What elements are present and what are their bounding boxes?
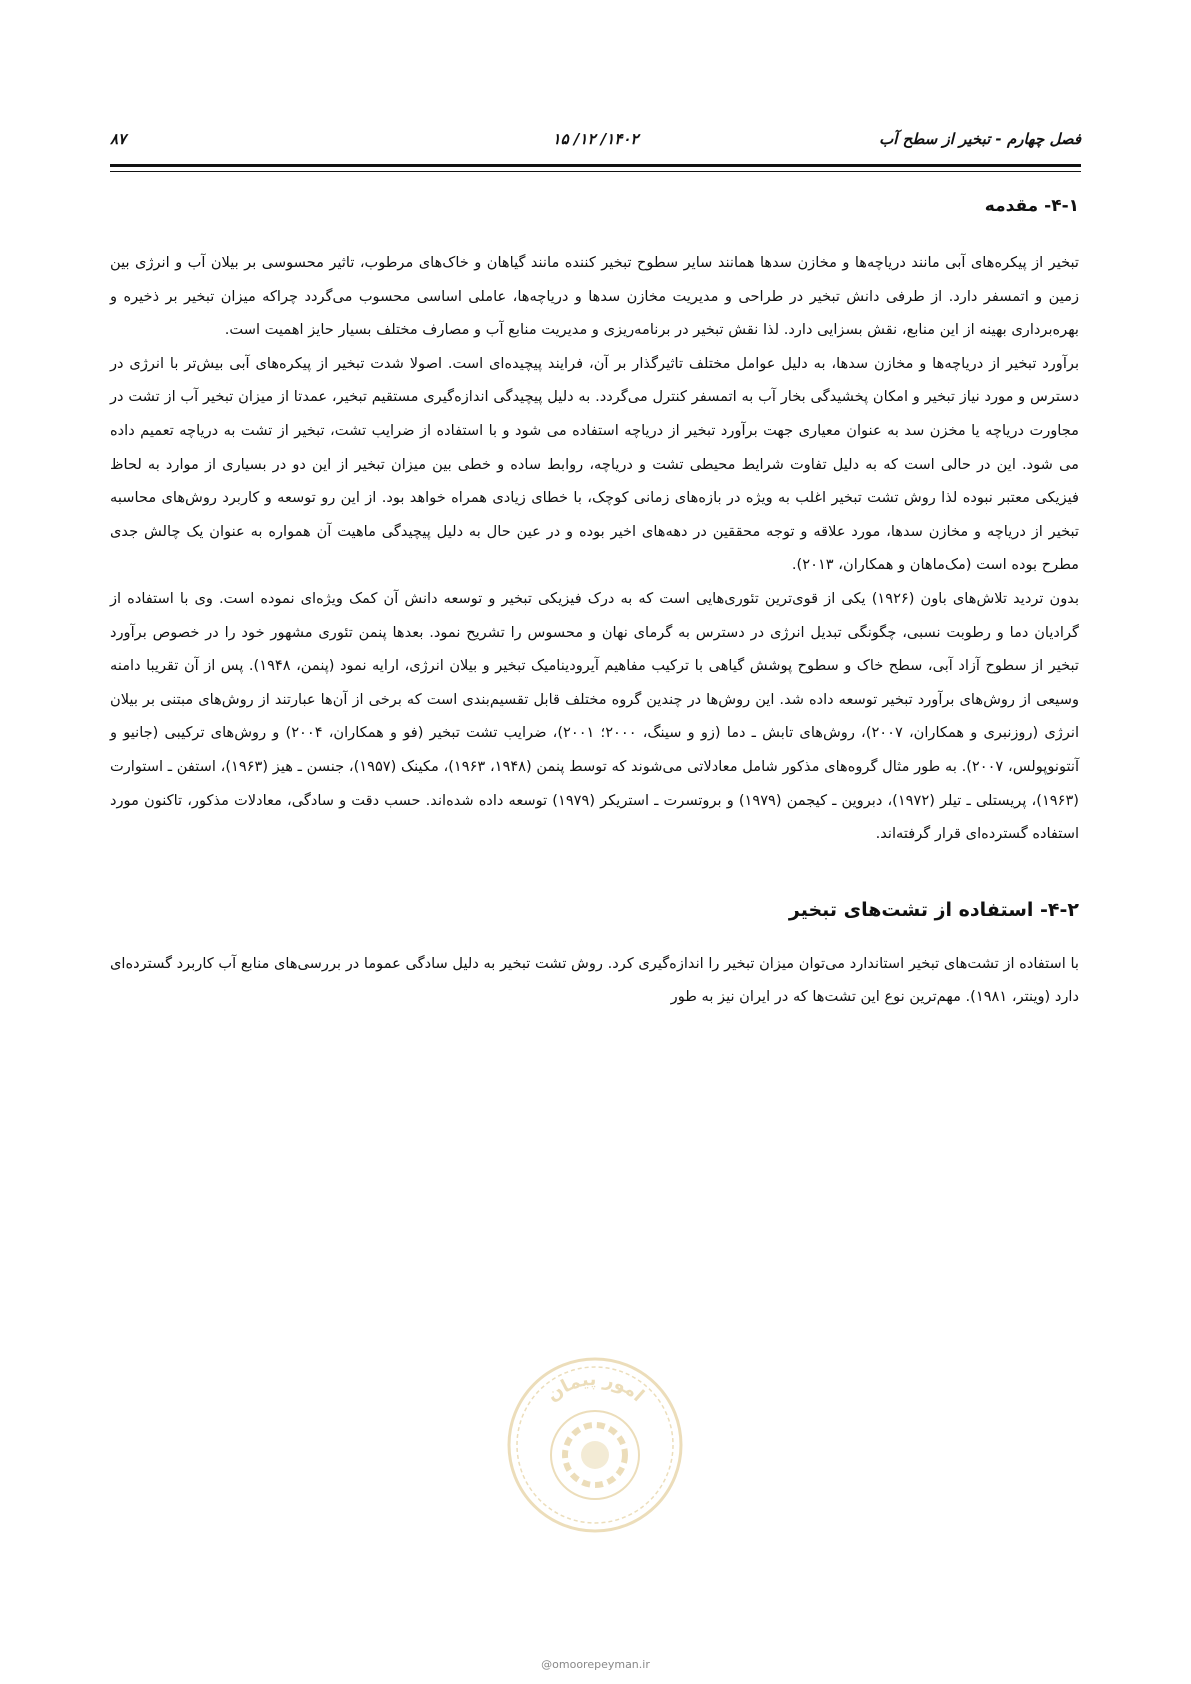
header-date: ۱۴۰۲/ ۱۲/ ۱۵	[552, 130, 639, 148]
seal-text: امور پیمان	[542, 1368, 648, 1407]
paragraph: برآورد تبخیر از دریاچه‌ها و مخازن سدها، به دلیل عوامل مختلف تاثیرگذار بر آن، فرایند پیچیده‌ای است. اصولا شدت تبخیر از پیکره‌های آبی بیش‌تر با انرژی در دسترس و مورد نیاز تبخیر و امکان پخشیدگی بخار آب به اتمسفر کنترل می‌گردد. به دلیل پیچیدگی اندازه‌گیری مستقیم تبخیر، عمدتا از میزان تبخیر آب از تشت در مجاورت دریاچه یا مخزن سد به عنوان معیاری جهت برآورد تبخیر از دریاچه استفاده می شود و با استفاده از ضرایب تشت، تبخیر از تشت به دریاچه تعمیم داده می شود. این در حالی است که به دلیل تفاوت شرایط محیطی تشت و دریاچه، روابط ساده و خطی بین میزان تبخیر از این دو در بسیاری از موارد به لحاظ فیزیکی معتبر نبوده لذا روش تشت تبخیر اغلب به ویژه در بازه‌های زمانی کوچک، با خطای زیادی همراه خواهد بود. از این رو توسعه و کاربرد روش‌های محاسبه تبخیر از دریاچه و مخازن سدها، مورد علاقه و توجه محققین در دهه‌های اخیر بوده و در عین حال به دلیل پیچیدگی ماهیت آن همواره به عنوان یک چالش جدی مطرح بوده است (مک‌ماهان و همکاران، ۲۰۱۳).	[110, 354, 1079, 574]
running-header	[110, 122, 1081, 152]
chapter-title: فصل چهارم - تبخیر از سطح آب	[879, 130, 1081, 148]
watermark-seal	[505, 1355, 685, 1535]
svg-text:امور پیمان	[543, 1369, 648, 1406]
page-number: ۸۷	[110, 130, 127, 148]
paragraph: تبخیر از پیکره‌های آبی مانند دریاچه‌ها و مخازن سدها همانند سایر سطوح تبخیر کننده مانند گیاهان و خاک‌های مرطوب، تاثیر محسوسی بر بیلان آب و انرژی بین زمین و اتمسفر دارد. از طرفی دانش تبخیر در طراحی و مدیریت مخازن سدها و دریاچه‌ها، عاملی اساسی محسوب می‌گردد چراکه میزان تبخیر بر ذخیره و بهره‌برداری بهینه از این منابع، نقش بسزایی دارد. لذا نقش تبخیر در برنامه‌ریزی و مدیریت منابع آب و مصارف مختلف بسیار حایز اهمیت است.	[110, 254, 1079, 339]
paragraph: با استفاده از تشت‌های تبخیر استاندارد می‌توان میزان تبخیر را اندازه‌گیری کرد. روش تشت تبخیر به دلیل سادگی عموما در بررسی‌های منابع آب کاربرد گسترده‌ای دارد (وینتر، ۱۹۸۱). مهم‌ترین نوع این تشت‌ها که در ایران نیز به طور	[110, 954, 1079, 1006]
page-body	[110, 196, 1079, 1014]
section-heading-pans: ۴-۲- استفاده از تشت‌های تبخیر	[788, 898, 1079, 921]
paragraph: بدون تردید تلاش‌های باون (۱۹۲۶) یکی از قوی‌ترین تئوری‌هایی است که به درک فیزیکی تبخیر و توسعه دانش آن کمک ویژه‌ای نموده است. وی با استفاده از گرادیان دما و رطوبت نسبی، چگونگی تبدیل انرژی در دسترس به گرمای نهان و محسوس را تشریح نمود. بعدها پنمن تئوری مشهور خود را در خصوص برآورد تبخیر از سطوح آزاد آبی، سطح خاک و سطوح پوشش گیاهی با ترکیب مفاهیم آیرودینامیک تبخیر و بیلان انرژی، ارایه نمود (پنمن، ۱۹۴۸). پس از آن تقریبا دامنه وسیعی از روش‌های برآورد تبخیر توسعه داده شد. این روش‌ها در چندین گروه مختلف قابل تقسیم‌بندی است که برخی از آن‌ها عبارتند از روش‌های مبتنی بر بیلان انرژی (روزنبری و همکاران، ۲۰۰۷)، روش‌های تابش ـ دما (زو و سینگ، ۲۰۰۰؛ ۲۰۰۱)، ضرایب تشت تبخیر (فو و همکاران، ۲۰۰۴) و روش‌های ترکیبی (جانیو و آنتونوپولس، ۲۰۰۷). به طور مثال گروه‌های مذکور شامل معادلاتی می‌شوند که توسط پنمن (۱۹۴۸، ۱۹۶۳)، مکینک (۱۹۵۷)، جنسن ـ هیز (۱۹۶۳)، استفن ـ استوارت (۱۹۶۳)، پریستلی ـ تیلر (۱۹۷۲)، دبروین ـ کیجمن (۱۹۷۹) و بروتسرت ـ استریکر (۱۹۷۹) توسعه داده شده‌اند. حسب دقت و سادگی، معادلات مذکور، تاکنون مورد استفاده گسترده‌ای قرار گرفته‌اند.	[110, 589, 1080, 843]
section-heading-intro: ۴-۱- مقدمه	[984, 196, 1079, 216]
header-rule	[110, 164, 1081, 172]
watermark-site: @omoorepeyman.ir	[541, 1658, 650, 1671]
